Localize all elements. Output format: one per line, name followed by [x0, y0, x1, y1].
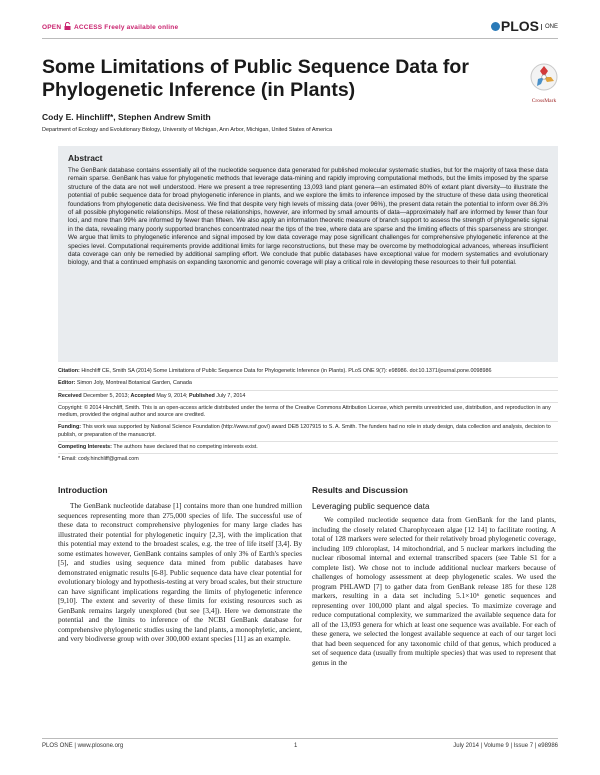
author-affiliation: Department of Ecology and Evolutionary Biology, University of Michigan, Ann Arbor, Michigan, United States of America [42, 127, 333, 133]
abstract-text: The GenBank database contains essentially all of the nucleotide sequence data generated for published molecular systematic studies, but for the majority of taxa these data remain sparse. GenBank has value for phylogenetic methods that leverage data-mining and rapidly improving computational methods, but the limits imposed by the sparse structure of the data are not well understood. Here we present a tree representing 13,093 land plant genera—an estimated 80% of extant plant diversity—to illustrate the potential of public sequence data for broad phylogenetic inference in plants, and we explore the limits to inference imposed by the structure of these data using theoretical foundations from phylogenetic data decisiveness. We find that despite very high levels of missing data (over 96%), the present data retain the potential to inform over 86.3% of all possible phylogenetic relationships. Most of these relationships, however, are informed by small amounts of data—approximately half are informed by fewer than four loci, and more than 99% are informed by fewer than fifteen. We also apply an information theoretic measure of branch support to assess the strength of phylogenetic signal in the data, revealing many poorly supported branches concentrated near the tips of the tree, where data are sparse and the limiting effects of this sparseness are stronger. We argue that limits to phylogenetic inference and signal imposed by low data coverage may pose significant challenges for comprehensive phylogenetic inference at the species level. Computational requirements provide additional limits for large reconstructions, but these may be overcome by methodological advances, whereas insufficient data coverage can only be remedied by additional sampling effort. We conclude that public databases have exceptional value for modern systematics and evolutionary biology, and that a continued emphasis on expanding taxonomic and genomic coverage will play a critical role in developing these resources to their full potential. [68, 167, 548, 267]
published-label: Published [189, 392, 215, 399]
crossmark-badge[interactable] [524, 62, 564, 104]
footer-issue: July 2014 | Volume 9 | Issue 7 | e98986 [453, 743, 558, 749]
email-row [58, 454, 558, 465]
copyright-text: Copyright: © 2014 Hinchliff, Smith. This is an open-access article distributed under the terms of the Creative Commons Attribution License, which permits unrestricted use, distribution, and reproduction in any medium, provided the original author and source are credited. [58, 404, 551, 419]
page-number: 1 [294, 743, 298, 749]
open-access-text: ACCESS Freely available online [74, 24, 179, 31]
author-email[interactable]: * Email: cody.hinchliff@gmail.com [58, 456, 139, 463]
copyright-row [58, 403, 558, 423]
introduction-section [58, 485, 302, 644]
received-date: December 5, 2013; [83, 392, 130, 399]
results-text: We compiled nucleotide sequence data from GenBank for the land plants, including the closely related Charophyceaen algae [12 14] to facilitate rooting. A total of 128 markers were selected for their relatively broad phylogenetic coverage, including 109 chloroplast, 14 mitochondrial, and 5 nuclear markers including the nuclear ribosomal internal and external transcribed spacers (see Table S1 for a complete list). We chose not to include additional nuclear markers because of challenges of homology assessment at deep phylogenetic scales. We used the program PHLAWD [7] to gather data from GenBank release 185 for these 128 markers, resulting in a data set including 5.1×10⁶ genetic sequences and representing over 100,000 plant and algal species. To maximize coverage and reduce computational complexity, we summarized the available sequence data for all of the 13,093 genera for which at least one sequence was available. For each of these genera, we selected the longest available sequence at each of our target loci that had been sequenced for any taxonomic child of that genus, which produced a set of sequence data (usually from multiple species) that was used to represent that genus in the [312, 515, 556, 667]
competing-interests-row [58, 442, 558, 454]
article-title: Some Limitations of Public Sequence Data for Phylogenetic Inference (in Plants) [42, 56, 469, 101]
crossmark-label: CrossMark [531, 98, 557, 104]
competing-label: Competing Interests: [58, 444, 112, 451]
published-date: July 7, 2014 [216, 392, 246, 399]
accepted-date: May 9, 2014; [156, 392, 188, 399]
citation-text: Hinchliff CE, Smith SA (2014) Some Limitations of Public Sequence Data for Phylogenetic Inference (in Plants). PLoS ONE 9(7): e98986. doi:10.1371/journal.pone.0098986 [81, 368, 492, 374]
footer-divider [42, 738, 558, 739]
plos-dot-icon [491, 22, 500, 31]
author-list: Cody E. Hinchliff*, Stephen Andrew Smith [42, 112, 211, 122]
received-label: Received [58, 392, 82, 399]
header-divider [42, 38, 558, 39]
plos-one-logo [491, 18, 558, 34]
funding-label: Funding: [58, 424, 82, 431]
plos-logo-text: PLOS [500, 18, 539, 34]
dates-row [58, 391, 558, 403]
open-lock-icon [64, 22, 71, 30]
funding-text: This work was supported by National Science Foundation (http://www.nsf.gov/) award DEB 1207915 to S. A. Smith. The funders had no role in study design, data collection and analysis, decision to publish, or preparation of the manuscript. [58, 424, 551, 438]
citation-label: Citation: [58, 368, 80, 374]
introduction-heading: Introduction [58, 485, 108, 495]
citation-row [58, 366, 558, 378]
crossmark-icon [529, 62, 559, 92]
abstract-box [58, 146, 558, 362]
journal-header [42, 20, 558, 36]
open-access-label: OPEN [42, 24, 62, 31]
accepted-label: Accepted [130, 392, 155, 399]
introduction-text: The GenBank nucleotide database [1] contains more than one hundred million sequences representing more than 275,000 species of life. The successful use of these data to reconstruct comprehensive phylogenies for many large clades has illustrated their potential for phylogenetic inquiry [2,3], with the implication that this potential may extend to the broadest scales, e.g. the tree of life itself [3,4]. By some estimates however, GenBank contains samples of only 3% of Earth's species [5], and studies using sequence data mined from public databases have demonstrated enigmatic results [6-8]. Public sequence data have clear potential for evolutionary biology and hypothesis-testing at very broad scales, but their structure can have significant implications regarding the limits of phylogenetic inference [9,10]. The extent and severity of these limits for existing resources such as GenBank remains largely unexplored (but see [3,4]). Here we demonstrate the potential and the limits to inference of the NCBI GenBank database for comprehensive phylogenetic studies using the land plants, a monophyletic, ancient, and very biodiverse group with over 300,000 extant species [11] as an example. [58, 501, 302, 643]
open-access-banner [42, 22, 178, 31]
competing-text: The authors have declared that no competing interests exist. [113, 444, 258, 451]
editor-row [58, 378, 558, 390]
results-subheading: Leveraging public sequence data [312, 502, 430, 511]
results-section [312, 485, 556, 667]
editor-text: Simon Joly, Montreal Botanical Garden, Canada [76, 380, 192, 387]
plos-logo-sub: ONE [541, 24, 558, 30]
article-metadata [58, 366, 558, 466]
results-heading: Results and Discussion [312, 485, 408, 495]
funding-row [58, 422, 558, 442]
editor-label: Editor: [58, 380, 76, 387]
footer-journal[interactable]: PLOS ONE | www.plosone.org [42, 743, 124, 749]
abstract-heading: Abstract [68, 153, 103, 163]
